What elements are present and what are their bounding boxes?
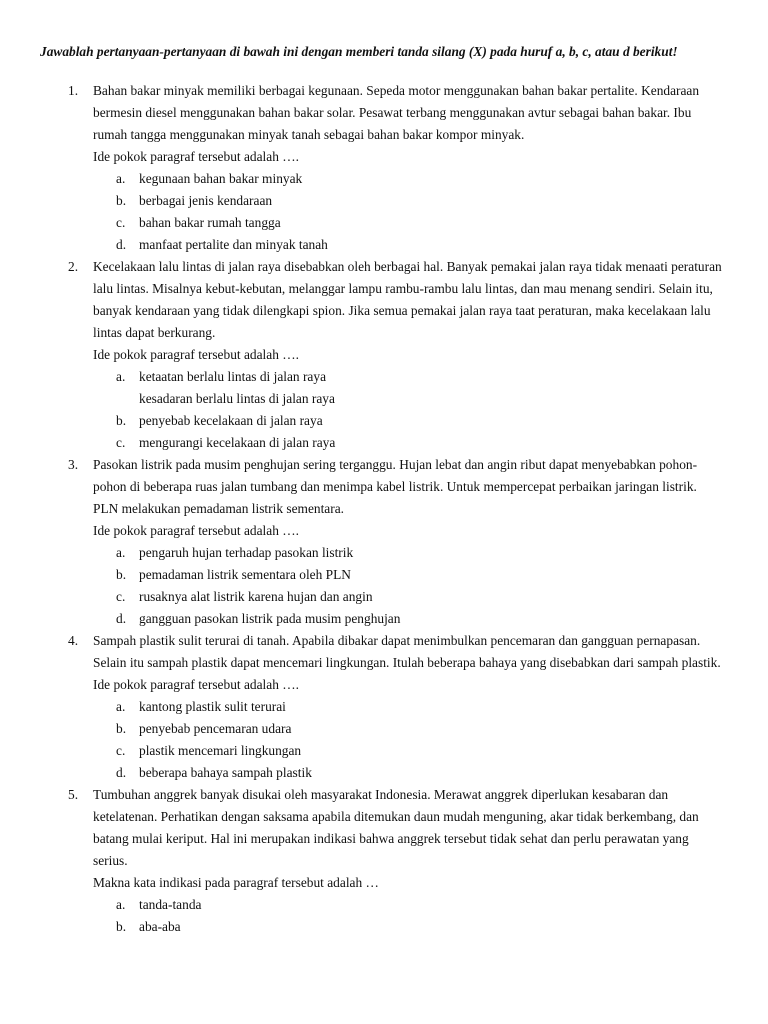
option-text: penyebab pencemaran udara xyxy=(139,721,292,736)
option-letter: a. xyxy=(116,897,126,912)
question-item xyxy=(0,454,768,630)
option-letter: a. xyxy=(116,171,126,186)
instruction-text: Jawablah pertanyaan-pertanyaan di bawah ini dengan memberi tanda silang (X) pada huruf a, b, c, atau d berikut! xyxy=(40,44,678,59)
answer-option xyxy=(93,212,723,234)
answer-options xyxy=(93,366,723,454)
question-prompt: Ide pokok paragraf tersebut adalah …. xyxy=(93,149,299,164)
question-item xyxy=(0,784,768,938)
option-letter: b. xyxy=(116,413,127,428)
question-paragraph: Pasokan listrik pada musim penghujan sering terganggu. Hujan lebat dan angin ribut dapat menyebabkan pohon-pohon di beberapa ruas jalan tumbang dan menimpa kabel listrik. Untuk mempercepat perbaikan jaringan listrik. PLN melakukan pemadaman listrik sementara. xyxy=(93,457,698,516)
option-text: kantong plastik sulit terurai xyxy=(139,699,286,714)
answer-option xyxy=(93,762,723,784)
question-paragraph: Tumbuhan anggrek banyak disukai oleh masyarakat Indonesia. Merawat anggrek diperlukan kesabaran dan ketelatenan. Perhatikan dengan saksama apabila ditemukan daun mudah menguning, akar tidak berkembang, dan batang mulai keriput. Hal ini merupakan indikasi bahwa anggrek tersebut tidak sehat dan perlu perawatan yang serius. xyxy=(93,787,699,868)
question-paragraph: Sampah plastik sulit terurai di tanah. Apabila dibakar dapat menimbulkan pencemaran dan gangguan pernapasan. Selain itu sampah plastik dapat mencemari lingkungan. Itulah beberapa bahaya yang disebabkan dari sampah plastik. xyxy=(93,633,721,670)
option-letter: c. xyxy=(116,743,126,758)
question-body xyxy=(93,256,723,454)
option-letter: d. xyxy=(116,611,127,626)
option-text: mengurangi kecelakaan di jalan raya xyxy=(139,435,336,450)
option-text: ketaatan berlalu lintas di jalan raya xyxy=(139,369,327,384)
question-prompt: Ide pokok paragraf tersebut adalah …. xyxy=(93,347,299,362)
question-prompt: Makna kata indikasi pada paragraf tersebut adalah … xyxy=(93,875,379,890)
answer-options xyxy=(93,696,723,784)
option-text: pengaruh hujan terhadap pasokan listrik xyxy=(139,545,354,560)
option-letter: d. xyxy=(116,765,127,780)
option-letter: a. xyxy=(116,545,126,560)
answer-option xyxy=(93,234,723,256)
option-letter: b. xyxy=(116,193,127,208)
question-item xyxy=(0,256,768,454)
question-body xyxy=(93,630,723,784)
option-text: aba-aba xyxy=(139,919,181,934)
question-body xyxy=(93,784,723,938)
option-text: bahan bakar rumah tangga xyxy=(139,215,281,230)
answer-option xyxy=(93,168,723,190)
option-letter: c. xyxy=(116,589,126,604)
option-extra-line: kesadaran berlalu lintas di jalan raya xyxy=(139,391,335,406)
answer-option xyxy=(93,586,723,608)
answer-option xyxy=(93,894,723,916)
answer-option xyxy=(93,542,723,564)
question-prompt: Ide pokok paragraf tersebut adalah …. xyxy=(93,677,299,692)
option-letter: b. xyxy=(116,919,127,934)
question-item xyxy=(0,630,768,784)
option-text: plastik mencemari lingkungan xyxy=(139,743,302,758)
answer-option xyxy=(93,916,723,938)
option-letter: b. xyxy=(116,567,127,582)
option-letter: d. xyxy=(116,237,127,252)
option-text: rusaknya alat listrik karena hujan dan angin xyxy=(139,589,373,604)
option-text: berbagai jenis kendaraan xyxy=(139,193,273,208)
option-text: pemadaman listrik sementara oleh PLN xyxy=(139,567,351,582)
answer-option xyxy=(93,190,723,212)
question-number: 3. xyxy=(68,457,79,472)
answer-option xyxy=(93,564,723,586)
question-list xyxy=(0,80,768,938)
question-body xyxy=(93,454,723,630)
question-body xyxy=(93,80,723,256)
answer-options xyxy=(93,542,723,630)
answer-option xyxy=(93,608,723,630)
option-text: manfaat pertalite dan minyak tanah xyxy=(139,237,328,252)
option-letter: a. xyxy=(116,699,126,714)
question-item xyxy=(0,80,768,256)
option-letter: c. xyxy=(116,215,126,230)
question-paragraph: Kecelakaan lalu lintas di jalan raya disebabkan oleh berbagai hal. Banyak pemakai jalan raya tidak menaati peraturan lalu lintas. Misalnya kebut-kebutan, melanggar lampu rambu-rambu lalu lintas, dan mau menang sendiri. Selain itu, banyak kendaraan yang tidak dilengkapi spion. Jika semua pemakai jalan raya taat peraturan, maka kecelakaan lalu lintas dapat berkurang. xyxy=(93,259,722,340)
question-number: 5. xyxy=(68,787,79,802)
question-number: 1. xyxy=(68,83,79,98)
question-number: 4. xyxy=(68,633,79,648)
option-text: kegunaan bahan bakar minyak xyxy=(139,171,303,186)
option-letter: b. xyxy=(116,721,127,736)
answer-option xyxy=(93,718,723,740)
answer-options xyxy=(93,894,723,938)
option-text: beberapa bahaya sampah plastik xyxy=(139,765,312,780)
option-text: penyebab kecelakaan di jalan raya xyxy=(139,413,323,428)
answer-options xyxy=(93,168,723,256)
option-letter: a. xyxy=(116,369,126,384)
answer-option xyxy=(93,696,723,718)
question-number: 2. xyxy=(68,259,79,274)
option-letter: c. xyxy=(116,435,126,450)
answer-option xyxy=(93,432,723,454)
question-paragraph: Bahan bakar minyak memiliki berbagai kegunaan. Sepeda motor menggunakan bahan bakar pertalite. Kendaraan bermesin diesel menggunakan bahan bakar solar. Pesawat terbang menggunakan avtur sebagai bahan bakar. Ibu rumah tangga menggunakan minyak tanah sebagai bahan bakar kompor minyak. xyxy=(93,83,700,142)
answer-option xyxy=(93,740,723,762)
answer-option xyxy=(93,410,723,432)
option-text: tanda-tanda xyxy=(139,897,202,912)
option-text: gangguan pasokan listrik pada musim penghujan xyxy=(139,611,401,626)
answer-option xyxy=(93,366,723,388)
question-prompt: Ide pokok paragraf tersebut adalah …. xyxy=(93,523,299,538)
